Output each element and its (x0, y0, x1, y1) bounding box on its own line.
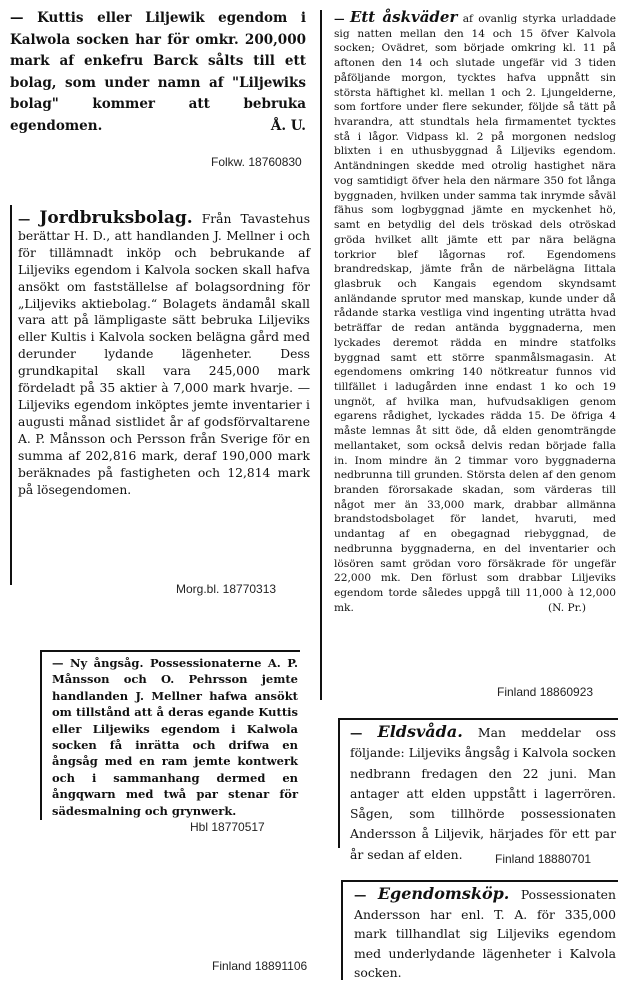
clipping-border-top (338, 718, 618, 720)
clipping-headline: Kuttis eller Liljewik (37, 10, 205, 26)
clipping-headline: Ett åskväder (349, 8, 458, 26)
clipping-border-top (341, 880, 618, 882)
clipping-text: egendom i Kalwola socken har för omkr. 200,000 mark af enkefru Barck sålts till ett bolag, som under namn af "Liljewiks bolag" kommer att bebruka egendomen. (10, 10, 306, 134)
source-label: Folkw. 18760830 (211, 155, 302, 169)
clipping-text: Possessionaten Andersson har enl. T. A. för 335,000 mark tillhandlat sig Liljeviks egendom med underlydande lägenheter i Kalvola socken. (354, 887, 616, 980)
source-label: Morg.bl. 18770313 (176, 582, 277, 596)
clipping-jordbruksbolag (18, 210, 310, 580)
clipping-dash: — (350, 725, 363, 740)
clipping-text: af ovanlig styrka urladdade sig natten mellan den 14 och 15 öfver Kalvola socken; Ovädret, som började omkring kl. 11 på aftonen den 14 och slutade ungefär vid 3 tiden påföljande morgon, tycktes hafva uppnått sin största häftighet kl. mellan 1 och 2. Ljungelderne, som fortfore under flere sekunder, följde så tätt på hvarandra, att stundtals hela firmamentet tycktes stå i lågor. Vidpass kl. 2 på morgonen nedslog blixten i en uthusbyggnad å Liljeviks egendom. Antändningen skedde med otrolig hastighet nära vog samtidigt öfver hela den närmare 350 fot långa byggnaden, hvilken under samma tak inrymde såväl fähus som logbyggnad jämte en myckenhet hö, samt en betydlig del dels tröskad dels otröskad gröda hvilket allt jämte ett par nära belägna torkrior blef lågornas rof. Egendomens brandredskap, jämte från de närbelägna Iittala glasbruk och Kangais egendom skyndsamt anländande sprutor med manskap, kunde under då rådande starka vestliga vind ingenting uträtta hvad beträffar de redan antända byggnaderna, men lyckades deremot rädda en mindre statfolks byggnad samt ett större spanmålsmagasin. At egendomens omkring 140 nötkreatur funnos vid tillfället i ladugården inne endast 1 ko och 19 ungnöt, af hvilka man, hufvudsakligen genom egarens rådighet, lyckades rädda 15. De öfriga 4 måste lemnas åt sitt öde, då elden genomträngde mellantaket, som också delvis redan började falla in. Inom mindre än 2 timmar voro byggnaderna nedbrunna till grunden. Största delen af den genom branden förorsakade skadan, som värderas till något mer än 33,000 mark, drabbar allmänna brandstodsbolaget för landet, hvaruti, med undantag af en obegagnad riebyggnad, de nedbrunna byggnaderna, en del inventarier och lösören samt grödan voro försäkrade för ungefär 22,000 mk. Den förlust som drabbar Liljeviks egendom torde således uppgå till 11,000 à 12,000 mk. (334, 13, 616, 614)
clipping-egendomskop (354, 884, 616, 980)
clipping-text: Man meddelar oss följande: Liljeviks ångsåg i Kalvola socken nedbrann fredagen den 22 juni. Man antager att elden uppstått i lagerrören. Sågen, som tillhörde possessionaten Andersson å Liljevik, härjades för ett par år sedan af elden. (350, 725, 616, 862)
clipping-signature: Å. U. (270, 118, 306, 134)
clipping-border-left (320, 10, 322, 700)
source-label: Hbl 18770517 (190, 820, 265, 834)
clipping-askvader (334, 10, 616, 690)
clipping-headline: Ny ångsåg. (69, 656, 144, 670)
clipping-text: Från Tavastehus berättar H. D., att handlanden J. Mellner i och för tillämnadt inköp och bebrukande af Liljeviks egendom i Kalvola socken skall hafva ansökt om fastställelse af bolagsordning för „Liljeviks aktiebolag.“ Bolagets ändamål skall vara att på lämpligaste sätt bebruka Liljeviks eller Kultis i Kalvola socken belägna gård med derunder lydande lägenheter. Dess grundkapital skall vara 245,000 mark fördeladt på 35 aktier à 7,000 mark hvarje. — Liljeviks egendom inköptes jemte inventarier i augusti månad sistlidet år af godsförvaltarene A. P. Månsson och Persson från Sverige för en summa af 202,816 mark, deraf 190,000 mark beräknades på fastigheten och 12,814 mark på lösegendomen. (18, 212, 310, 497)
clipping-headline: Egendomsköp. (377, 884, 510, 903)
clipping-border-left (338, 718, 340, 848)
clipping-dash: — (18, 211, 31, 226)
clipping-dash: — (10, 10, 24, 26)
clipping-border-top (40, 650, 300, 652)
clipping-border-left (40, 650, 42, 820)
source-label: Finland 18860923 (497, 685, 594, 699)
clipping-angsag (52, 655, 298, 818)
source-label: Finland 18880701 (495, 852, 592, 866)
clipping-headline: Eldsvåda. (377, 722, 463, 741)
clipping-dash: — (52, 656, 64, 670)
clipping-text: Possessionaterne A. P. Månsson och O. Pehrsson jemte handlanden J. Mellner hafwa ansökt om tillstånd att å deras egande Kuttis eller Liljewiks egendom i Kalwola socken få inrätta och drifwa en ångsåg med en ram jemte kontwerk och i sammanhang dermed en ångqwarn med twå par stenar för sädesmalning och grynwerk. (52, 656, 299, 818)
clipping-border-left (10, 205, 12, 585)
clipping-signature: (N. Pr.) (548, 601, 586, 614)
source-label: Finland 18891106 (212, 959, 308, 973)
clipping-dash: — (334, 13, 345, 25)
clipping-headline: Jordbruksbolag. (39, 208, 193, 228)
clipping-dash: — (354, 887, 367, 902)
clipping-border-left (341, 880, 343, 980)
clipping-kuttis (10, 8, 306, 142)
